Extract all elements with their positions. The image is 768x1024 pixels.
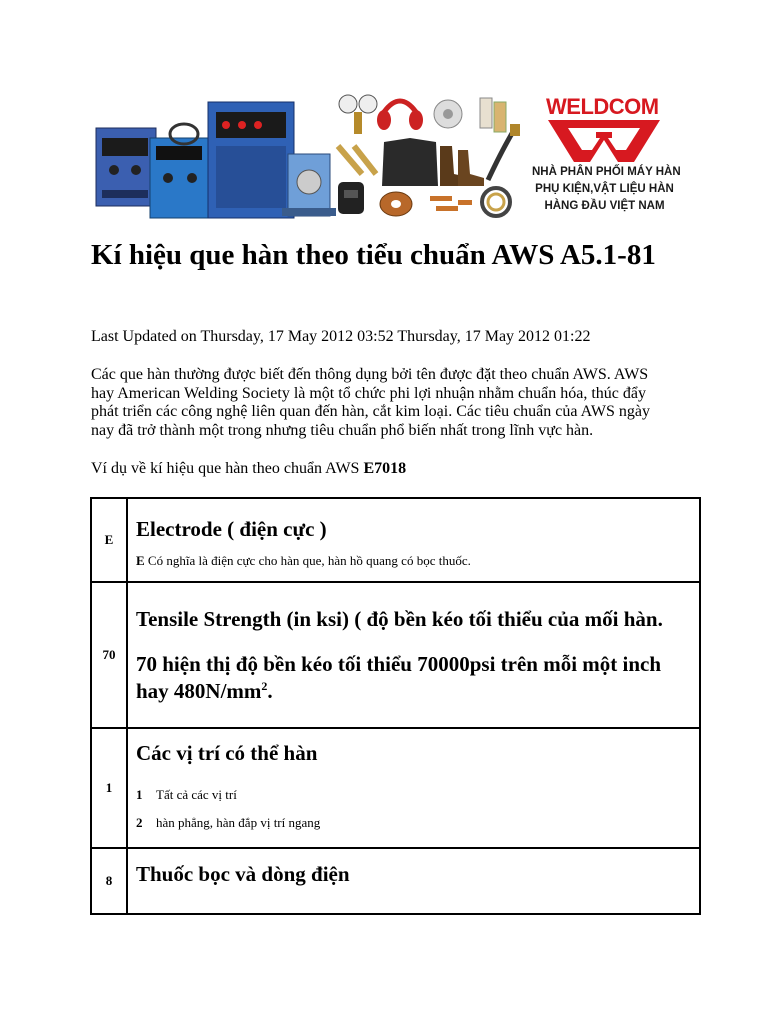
nozzle-tips-icon (430, 196, 472, 211)
intro-paragraph: Các que hàn thường được biết đến thông dụng bởi tên được đặt theo chuẩn AWS. AWS hay American Welding Society là một tổ chức phi lợi nhuận nhằm chuẩn hóa, thúc đẩy phát triển các công nghệ liên quan đến hàn, cắt kim loại. Các tiêu chuẩn của AWS ngày nay đã trở thành một trong nhưng tiêu chuẩn phổ biến nhất trong lĩnh vực hàn. (91, 366, 650, 439)
code-cell: 8 (92, 849, 128, 913)
welding-machine-icon (208, 102, 294, 218)
weldcom-emblem-icon (546, 118, 662, 164)
safety-boots-icon (440, 146, 484, 186)
welding-machine-icon (96, 128, 156, 206)
code-cell: 1 (92, 729, 128, 849)
wire-spool-icon (380, 192, 412, 216)
description-cell (128, 583, 699, 729)
example-code: E7018 (363, 460, 407, 477)
banner-tagline: NHÀ PHÂN PHỐI MÁY HÀN PHỤ KIỆN,VẬT LIỆU HÀN HÀNG ĐẦU VIỆT NAM (532, 166, 681, 212)
gas-regulator-icon (339, 95, 377, 134)
row-title: Electrode ( điện cực ) (136, 516, 327, 541)
welding-gloves-icon (480, 98, 506, 132)
cable-coil-icon (482, 188, 510, 216)
row-title: Các vị trí có thể hàn (136, 740, 318, 765)
brand-name: WELDCOM (546, 94, 659, 119)
last-updated: Last Updated on Thursday, 17 May 2012 03:52 Thursday, 17 May 2012 01:22 (91, 328, 591, 345)
weldcom-logo (532, 90, 681, 225)
welding-products-image (92, 90, 532, 225)
electrode-holder-icon (338, 146, 376, 174)
list-item: 2 hàn phẳng, hàn đắp vị trí ngang (136, 814, 321, 830)
code-cell: E (92, 499, 128, 583)
welding-machine-icon (150, 124, 208, 218)
list-item: 1 Tất cả các vị trí (136, 786, 237, 802)
code-cell: 70 (92, 583, 128, 729)
article-title: Kí hiệu que hàn theo tiểu chuẩn AWS A5.1-81 (91, 239, 656, 271)
wire-feeder-icon (282, 154, 336, 216)
description-cell (128, 499, 699, 583)
table-row (92, 729, 699, 849)
position-list (136, 781, 691, 837)
respirator-mask-icon (434, 100, 462, 128)
row-detail: 70 hiện thị độ bền kéo tối thiểu 70000psi trên mỗi một inch hay $480N/mm^2$. (136, 651, 662, 703)
electrode-code-table (90, 497, 701, 915)
table-row (92, 849, 699, 913)
table-row (92, 499, 699, 583)
description-cell (128, 729, 699, 849)
example-line: Ví dụ về kí hiệu que hàn theo chuẩn AWS E7018 (91, 460, 407, 477)
row-title: Tensile Strength (in ksi) ( độ bền kéo tối thiểu của mối hàn. (136, 606, 663, 631)
ear-muffs-icon (377, 101, 423, 130)
welding-jacket-icon (382, 138, 438, 186)
description-cell (128, 849, 699, 913)
welding-helmet-icon (338, 182, 364, 214)
row-note: E Có nghĩa là điện cực cho hàn que, hàn hồ quang có bọc thuốc. (136, 552, 471, 568)
table-row (92, 583, 699, 729)
row-title: Thuốc bọc và dòng điện (136, 862, 350, 886)
header-banner (92, 90, 681, 225)
